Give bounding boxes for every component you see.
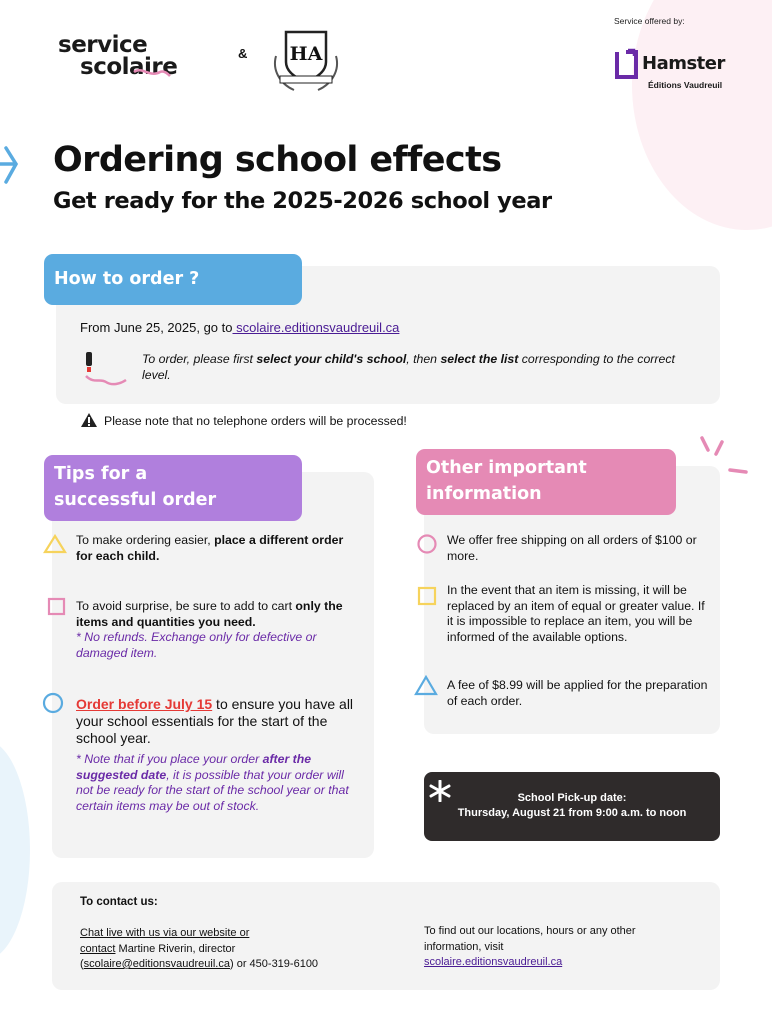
academy-crest-logo: [268, 26, 344, 96]
pickup-detail: Thursday, August 21 from 9:00 a.m. to noon: [457, 807, 687, 819]
tip3-deadline-red: Order before July 15: [76, 696, 213, 712]
contact-details: Chat live with us via our website or contact Martine Riverin, director (scolaire@editionsvaudreuil.ca) or 450-319-6100: [80, 927, 319, 970]
tip-cart-items: [76, 599, 358, 661]
tip3-note-bold: after the suggested date: [76, 752, 312, 782]
square-bullet-icon: [47, 597, 67, 617]
instr-part-2: , then: [406, 352, 441, 366]
logo-line-2: scolaire: [80, 54, 178, 80]
how-to-order-heading: How to order ?: [44, 254, 302, 305]
tip-order-deadline: [76, 696, 366, 747]
tip1-bold: place a different order for each child.: [76, 533, 344, 563]
contact-phone: or 450-319-6100: [233, 958, 319, 970]
decorative-pink-blob: [632, 0, 772, 230]
svg-text:HA: HA: [289, 43, 323, 65]
tip-separate-orders: [76, 533, 346, 564]
logo-line-1: service: [58, 32, 148, 58]
tip2-note: * No refunds. Exchange only for defective or damaged item.: [76, 630, 317, 660]
contact-email-link[interactable]: scolaire@editionsvaudreuil.ca: [83, 958, 230, 970]
order-website-link[interactable]: scolaire.editionsvaudreuil.ca: [232, 320, 400, 335]
pickup-label: School Pick-up date:: [517, 792, 627, 804]
tip3-text: to ensure you have all your school essentials for the start of the school year.: [76, 696, 354, 746]
offered-by-label: Service offered by:: [614, 16, 685, 26]
arrow-right-icon: [0, 138, 22, 190]
logo-swoosh-icon: [132, 64, 172, 80]
pickup-date-box: [424, 772, 720, 841]
hamster-logo-icon: [614, 48, 640, 80]
tip3-note-a: * Note that if you place your order: [76, 752, 263, 766]
other-heading-line-2: information: [426, 484, 542, 504]
page-subtitle: Get ready for the 2025-2026 school year: [53, 188, 552, 214]
no-phone-orders-warning: Please note that no telephone orders will be processed!: [104, 414, 407, 428]
order-date-line: [80, 320, 399, 336]
square-bullet-icon: [417, 586, 439, 608]
marker-icon: [80, 350, 130, 388]
hamster-brand-sub: Éditions Vaudreuil: [648, 80, 723, 90]
tips-heading-line-1: Tips for a: [54, 464, 148, 484]
circle-bullet-icon: [41, 691, 65, 715]
hamster-brand-name: Hamster: [642, 53, 725, 74]
info-missing-item: In the event that an item is missing, it will be replaced by an item of equal or greater value. If it is impossible to replace an item, you will be informed of the available options.: [447, 583, 705, 644]
contact-link[interactable]: contact: [80, 942, 116, 955]
tips-heading-line-2: successful order: [54, 490, 217, 510]
instr-bold-list: select the list: [440, 352, 519, 366]
contact-heading: To contact us:: [80, 896, 158, 908]
instr-part-1: To order, please first: [142, 352, 257, 366]
decorative-blue-blob: [0, 740, 30, 960]
tip2-text: To avoid surprise, be sure to add to cart: [76, 599, 296, 613]
locations-info: [424, 924, 684, 971]
warning-icon: [80, 412, 98, 428]
order-instructions: [142, 352, 682, 383]
tip3-note-c: , it is possible that your order will not be ready for the start of the school year or that certain items may be out of stock.: [76, 767, 349, 813]
triangle-bullet-icon: [43, 534, 67, 554]
contact-name: Martine Riverin, director: [115, 942, 236, 955]
info-free-shipping: We offer free shipping on all orders of $100 or more.: [447, 533, 697, 563]
tip2-bold: only the items and quantities you need.: [76, 599, 343, 629]
live-chat-link[interactable]: Chat live with us via our website or: [80, 927, 250, 939]
tip-late-note: [76, 752, 358, 814]
tip1-text: To make ordering easier,: [76, 533, 215, 547]
instr-bold-school: select your child's school: [256, 352, 407, 366]
triangle-bullet-icon: [414, 675, 438, 697]
info-prep-fee: A fee of $8.99 will be applied for the preparation of each order.: [447, 678, 708, 708]
instr-part-3: corresponding to the correct level.: [142, 352, 675, 382]
ampersand: &: [238, 46, 248, 61]
sparkle-accent-icon: [692, 432, 752, 482]
page-title: Ordering school effects: [53, 140, 502, 180]
tips-heading: [44, 455, 302, 521]
other-info-heading: [416, 449, 676, 515]
other-heading-line-1: Other important: [426, 458, 587, 478]
circle-bullet-icon: [415, 532, 439, 556]
order-date-text: From June 25, 2025, go to: [80, 320, 233, 335]
locations-website-link[interactable]: scolaire.editionsvaudreuil.ca: [424, 956, 563, 968]
locations-text: To find out our locations, hours or any other information, visit: [424, 925, 636, 953]
